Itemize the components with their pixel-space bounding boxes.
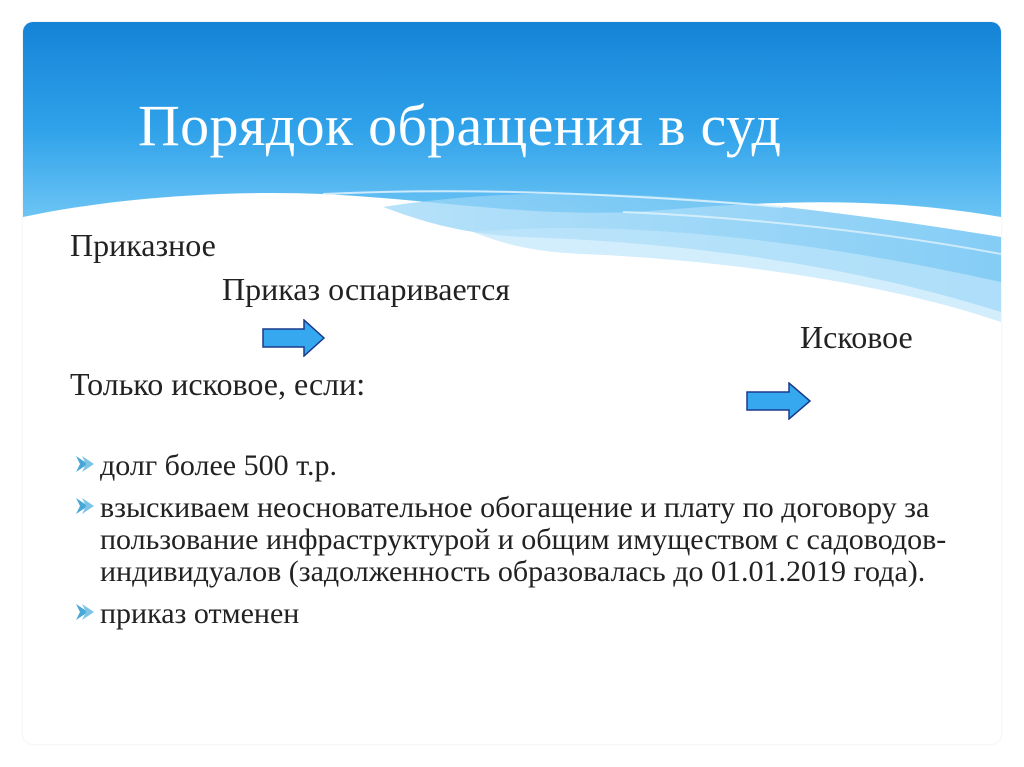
chevron-bullet-icon bbox=[70, 598, 100, 622]
header-wave-background bbox=[23, 22, 1001, 322]
list-item bbox=[70, 492, 970, 588]
list-item bbox=[70, 450, 970, 482]
right-arrow-icon bbox=[262, 319, 326, 357]
chevron-bullet-icon bbox=[70, 492, 100, 516]
bullet-list bbox=[70, 450, 970, 640]
chevron-bullet-icon bbox=[70, 450, 100, 474]
text-iskovoe: Исковое bbox=[800, 319, 913, 355]
right-arrow-icon bbox=[746, 382, 812, 420]
bullet-text: взыскиваем неосновательное обогащение и плату по договору за пользование инфраструктурой и общим имуществом с садоводов-индивидуалов (задолженность образовалась до 01.01.2019 года). bbox=[100, 491, 947, 588]
text-tolko-iskovoe: Только исковое, если: bbox=[70, 366, 366, 402]
text-prikaz-osparivaetsya: Приказ оспаривается bbox=[222, 271, 510, 307]
bullet-text: долг более 500 т.р. bbox=[100, 449, 337, 482]
bullet-text: приказ отменен bbox=[100, 597, 300, 630]
list-item bbox=[70, 598, 970, 630]
slide-title: Порядок обращения в суд bbox=[138, 93, 782, 158]
text-prikaznoe: Приказное bbox=[70, 227, 216, 263]
